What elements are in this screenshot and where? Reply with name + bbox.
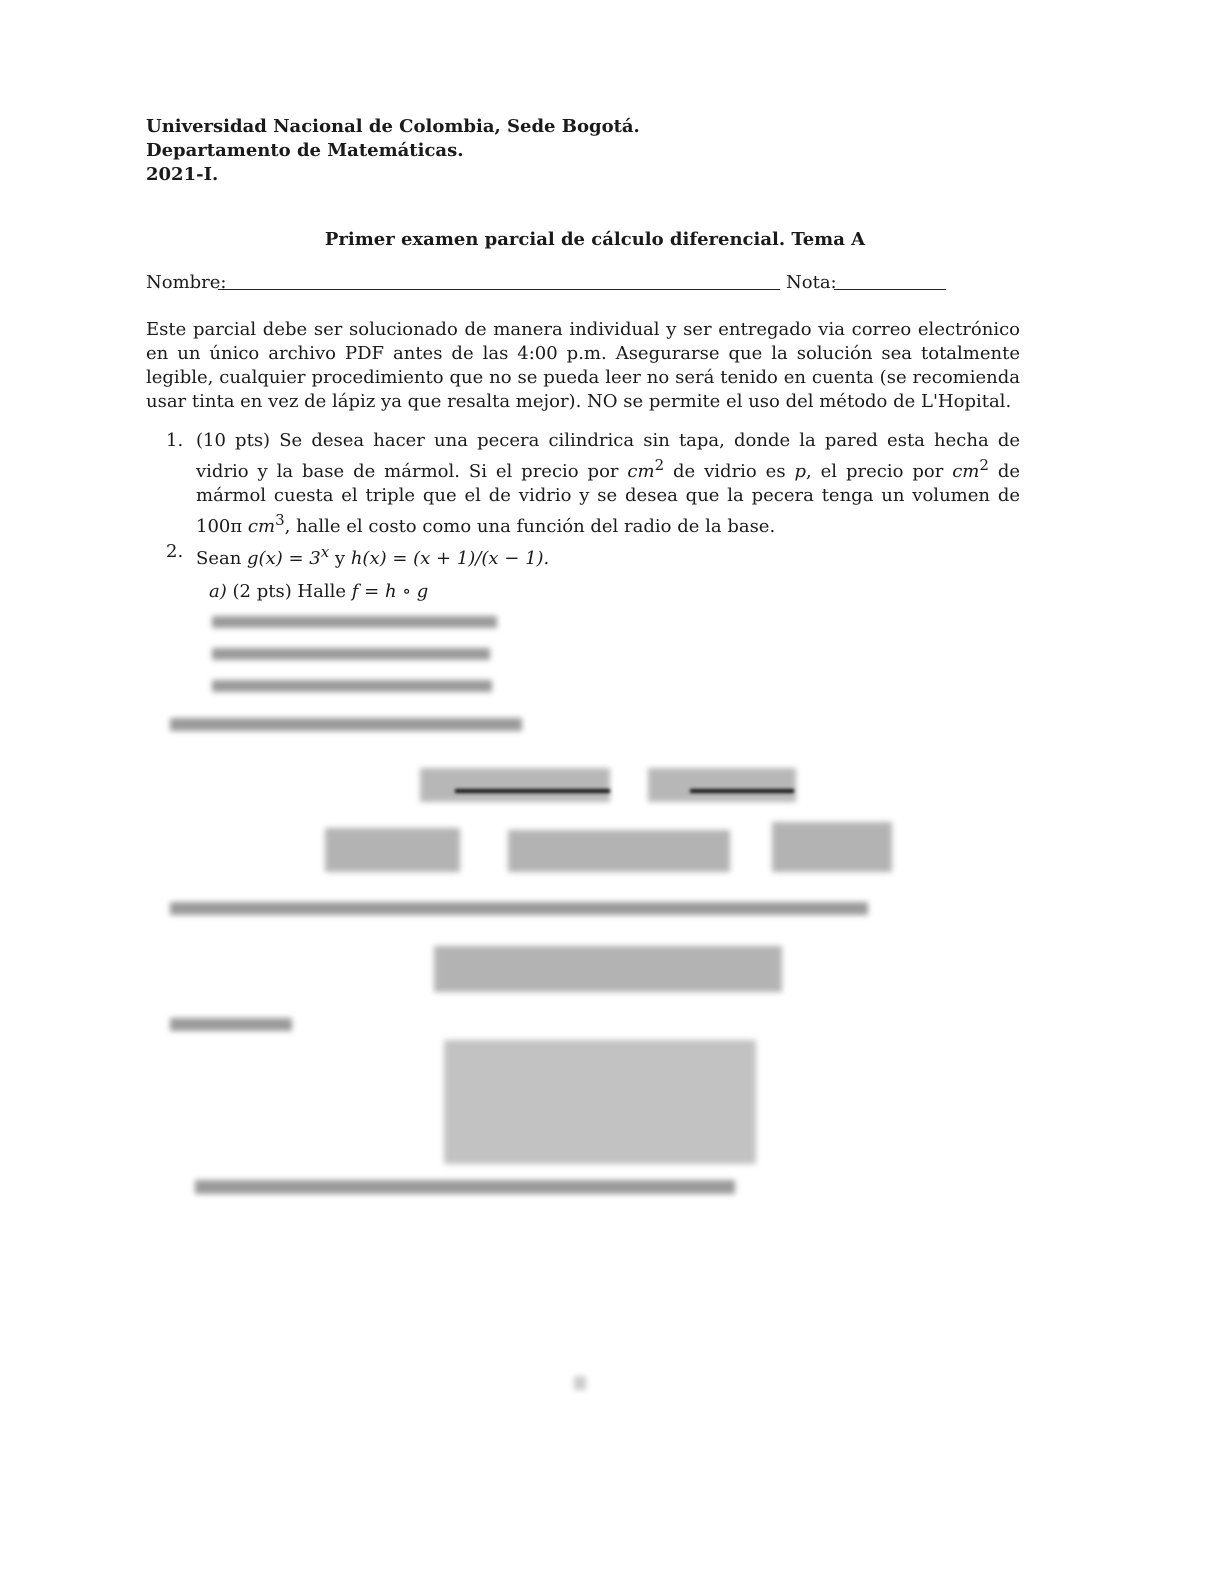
problem-1-number: 1. [166,430,184,451]
grade-field-line[interactable] [834,289,946,290]
page-number [574,1376,586,1390]
exam-title: Primer examen parcial de cálculo diferencial. Tema A [324,229,866,250]
instructions-paragraph: Este parcial debe ser solucionado de manera individual y ser entregado via correo electrónico en un único archivo PDF antes de las 4:00 p.m. Asegurarse que la solución sea totalmente legible, cualquier procedimiento que no se pueda leer no será tenido en cuenta (se recomienda usar tinta en vez de lápiz ya que resalta mejor). NO se permite el uso del método de L'Hopital. [146,319,1020,412]
blurred-limit-3 [325,828,460,872]
blurred-fraction-bar-1 [455,789,610,793]
blurred-limit-4 [508,830,730,872]
university-name: Universidad Nacional de Colombia, Sede Bogotá. [146,116,640,137]
blurred-problem-3 [170,718,522,731]
blurred-fraction-bar-2 [690,789,794,793]
name-label: Nombre: [146,272,227,293]
problem-2 [166,540,549,571]
problem-1 [166,429,1020,539]
grade-label: Nota: [786,272,837,293]
problem-2-part-a: a) (2 pts) Halle f = h ∘ g [209,581,429,602]
department-name: Departamento de Matemáticas. [146,140,464,161]
blurred-part-d [212,680,492,692]
blurred-problem-5-question [195,1180,735,1194]
blurred-limit-5 [772,822,892,872]
semester: 2021-I. [146,164,219,185]
blurred-part-c [212,648,490,660]
blurred-part-b [212,616,497,628]
problem-2-text: Sean $g(x) = 3^x$ y h(x) = (x + 1)/(x − 1). [196,543,550,569]
blurred-limit-2 [648,768,796,802]
blurred-limit-1 [420,768,610,802]
blurred-limit-equation [434,946,782,992]
problem-1-text: (10 pts) Se desea hacer una pecera cilindrica sin tapa, donde la pared esta hecha de vidrio y la base de mármol. Si el precio por $cm^2$ de vidrio es p, el precio por $cm^2$ de mármol cuesta el triple que el de vidrio y se desea que la pecera tenga un volumen de 100π $cm^3$, halle el costo como una función del radio de la base. [196,430,1020,537]
problem-2-number: 2. [166,541,184,562]
name-field-line[interactable] [218,289,780,290]
blurred-problem-5 [170,1018,292,1031]
blurred-piecewise-function [444,1040,756,1164]
blurred-problem-4 [170,902,868,915]
